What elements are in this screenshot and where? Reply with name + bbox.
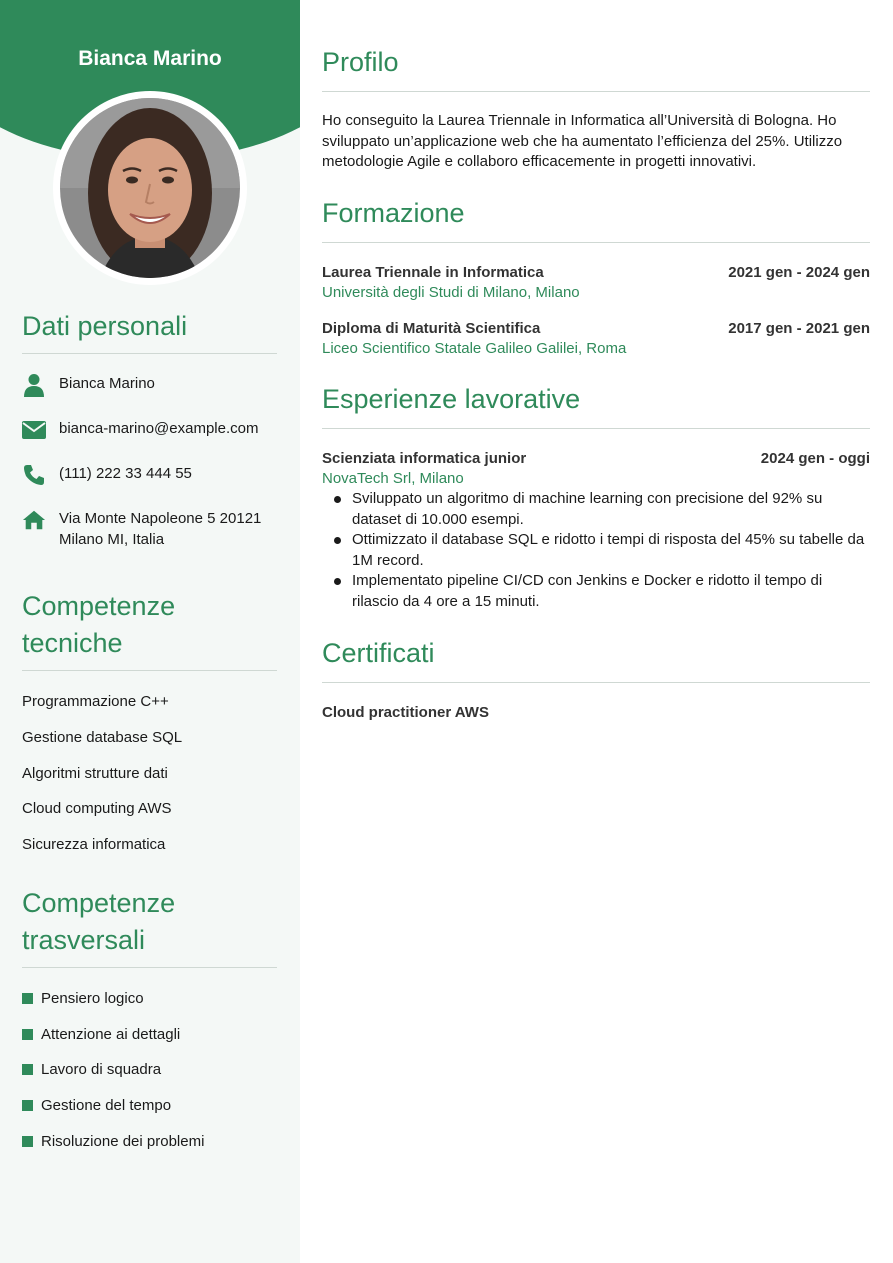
contact-name: Bianca Marino bbox=[59, 375, 155, 392]
personal-data-title: Dati personali bbox=[22, 308, 277, 354]
phone-icon bbox=[22, 463, 46, 487]
contact-phone-row bbox=[22, 463, 277, 487]
contact-phone: (111) 222 33 444 55 bbox=[59, 465, 192, 482]
tech-skill-item: Programmazione C++ bbox=[22, 693, 169, 710]
tech-skill-item: Algoritmi strutture dati bbox=[22, 765, 168, 782]
candidate-name: Bianca Marino bbox=[78, 47, 222, 70]
soft-skill-item bbox=[22, 1026, 180, 1043]
person-icon bbox=[22, 373, 46, 397]
experience-bullet: Implementato pipeline CI/CD con Jenkins e Docker e ridotto il tempo di rilascio da 4 ore a 15 minuti. bbox=[322, 571, 870, 612]
soft-skill-label: Pensiero logico bbox=[41, 990, 144, 1007]
education-entry-header bbox=[322, 320, 870, 337]
profile-text: Ho conseguito la Laurea Triennale in Informatica all’Università di Bologna. Ho sviluppato un’applicazione web che ha aumentato l’efficienza del 25%. Utilizzo metodologie Agile e collaboro efficacemente in progetti innovativi. bbox=[322, 112, 843, 170]
soft-skill-item bbox=[22, 990, 144, 1007]
education-entry-header bbox=[322, 264, 870, 281]
bullet-square-icon bbox=[22, 1064, 33, 1075]
sidebar bbox=[0, 0, 300, 1263]
education-title: Formazione bbox=[322, 196, 870, 243]
bullet-square-icon bbox=[22, 1029, 33, 1040]
contact-email-row bbox=[22, 418, 277, 442]
degree-title: Diploma di Maturità Scientifica bbox=[322, 320, 541, 337]
experience-entry-header bbox=[322, 450, 870, 467]
soft-skill-label: Attenzione ai dettagli bbox=[41, 1026, 181, 1043]
experience-bullet: Ottimizzato il database SQL e ridotto i tempi di risposta del 45% su tabelle da 1M record. bbox=[322, 530, 870, 571]
certificates-title: Certificati bbox=[322, 636, 870, 683]
profile-photo bbox=[60, 98, 240, 278]
degree-dates: 2021 gen - 2024 gen bbox=[728, 264, 870, 281]
job-dates: 2024 gen - oggi bbox=[760, 450, 870, 467]
degree-title: Laurea Triennale in Informatica bbox=[322, 264, 544, 281]
soft-skill-label: Risoluzione dei problemi bbox=[41, 1133, 205, 1150]
soft-skill-item bbox=[22, 1061, 161, 1078]
experience-bullets bbox=[322, 489, 870, 612]
company-name: NovaTech Srl, Milano bbox=[322, 470, 464, 487]
tech-skill-item: Gestione database SQL bbox=[22, 729, 183, 746]
soft-skills-title: Competenze trasversali bbox=[22, 885, 277, 968]
experience-bullet: Sviluppato un algoritmo di machine learning con precisione del 92% su dataset di 10.000 esempi. bbox=[322, 489, 870, 530]
school-name: Università degli Studi di Milano, Milano bbox=[322, 284, 580, 301]
profile-title: Profilo bbox=[322, 45, 870, 92]
envelope-icon bbox=[22, 418, 46, 442]
technical-skills-title: Competenze tecniche bbox=[22, 588, 277, 671]
certificate-item: Cloud practitioner AWS bbox=[322, 704, 489, 721]
soft-skill-item bbox=[22, 1097, 171, 1114]
school-name: Liceo Scientifico Statale Galileo Galilei, Roma bbox=[322, 340, 627, 357]
tech-skill-item: Cloud computing AWS bbox=[22, 800, 172, 817]
contact-address: Via Monte Napoleone 5 20121 Milano MI, Italia bbox=[59, 510, 262, 548]
contact-name-row bbox=[22, 373, 277, 397]
soft-skill-item bbox=[22, 1133, 204, 1150]
soft-skill-label: Gestione del tempo bbox=[41, 1097, 172, 1114]
home-icon bbox=[22, 508, 46, 532]
soft-skill-label: Lavoro di squadra bbox=[41, 1061, 162, 1078]
contact-email: bianca-marino@example.com bbox=[59, 420, 259, 437]
tech-skill-item: Sicurezza informatica bbox=[22, 836, 166, 853]
bullet-square-icon bbox=[22, 1136, 33, 1147]
bullet-square-icon bbox=[22, 993, 33, 1004]
job-role: Scienziata informatica junior bbox=[322, 450, 527, 467]
degree-dates: 2017 gen - 2021 gen bbox=[728, 320, 870, 337]
experience-title: Esperienze lavorative bbox=[322, 382, 870, 429]
contact-address-row bbox=[22, 508, 277, 550]
bullet-square-icon bbox=[22, 1100, 33, 1111]
